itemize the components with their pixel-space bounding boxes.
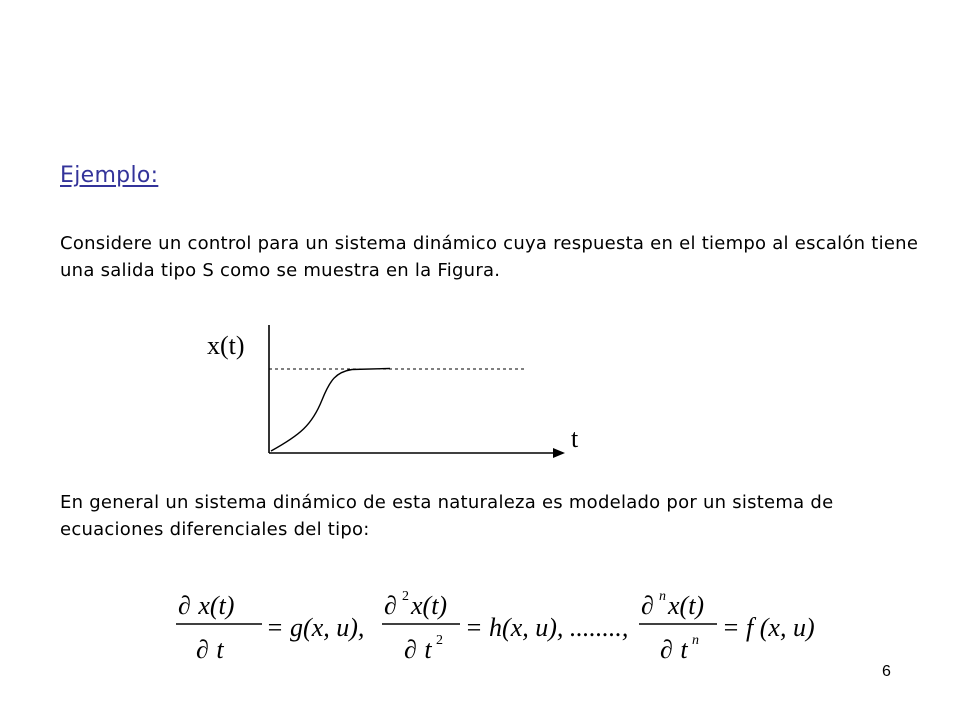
svg-text:∂ (641, 591, 654, 620)
term2-denominator-var: t (424, 635, 432, 664)
term1-denominator-var: t (216, 635, 224, 664)
term3-rhs: = f (x, u) (722, 613, 815, 642)
term2-rhs: = h(x, u), ........, (465, 613, 629, 642)
intro-paragraph: Considere un control para un sistema dinámico cuya respuesta en el tiempo al escalón tiene una salida tipo S como se muestra en la Figura. (60, 233, 919, 281)
term3-partial-denominator: ∂ (660, 635, 673, 664)
term3-numerator-function: x(t) (668, 591, 705, 620)
term1-rhs: = g(x, u), (266, 613, 365, 642)
term3-order-denominator: n (692, 633, 699, 648)
svg-text:∂ t (404, 635, 432, 664)
svg-text:∂ t (660, 635, 688, 664)
term2-partial-numerator: ∂ (384, 591, 397, 620)
term3-order-numerator: n (659, 589, 666, 604)
term3-partial-numerator: ∂ (641, 591, 654, 620)
page-number: 6 (882, 663, 891, 680)
term1-partial-numerator: ∂ (178, 591, 191, 620)
equation-term-2 (382, 589, 628, 664)
term2-order-numerator: 2 (402, 589, 409, 604)
term3-denominator-var: t (680, 635, 688, 664)
y-axis-label: x(t) (207, 331, 245, 360)
svg-text:∂ t (196, 635, 224, 664)
term2-numerator-function: x(t) (411, 591, 448, 620)
svg-text:∂ x(t) (178, 591, 234, 620)
heading-ejemplo: Ejemplo: (60, 163, 159, 188)
x-axis-label: t (571, 424, 579, 453)
term1-partial-denominator: ∂ (196, 635, 209, 664)
s-curve (271, 369, 390, 452)
term2-order-denominator: 2 (436, 633, 443, 648)
equation-term-1 (176, 591, 364, 664)
model-paragraph: En general un sistema dinámico de esta naturaleza es modelado por un sistema de ecuaciones diferenciales del tipo: (60, 492, 834, 540)
svg-text:∂ (384, 591, 397, 620)
term1-numerator-function: x(t) (198, 591, 235, 620)
equation-term-3 (639, 589, 815, 664)
term2-partial-denominator: ∂ (404, 635, 417, 664)
